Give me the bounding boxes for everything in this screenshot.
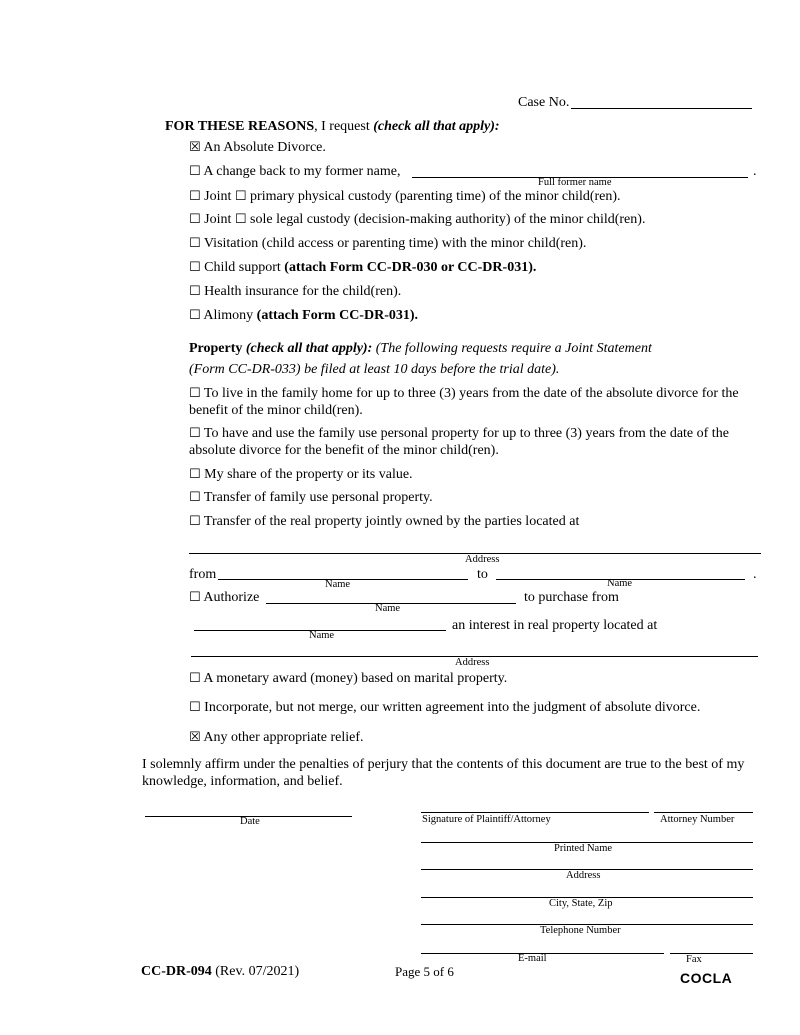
fax-caption: Fax — [686, 954, 702, 965]
to-label: to — [477, 567, 488, 582]
property-personal-property: ☐ To have and use the family use personal property for up to three (3) years from the date of the absolute divorce for the benefit of the minor child(ren). — [189, 426, 729, 458]
checkbox-icon[interactable]: ☐ — [189, 490, 201, 505]
address-caption: Address — [465, 554, 500, 565]
request-other-relief: ☒ Any other appropriate relief. — [189, 730, 364, 745]
printed-name-caption: Printed Name — [554, 843, 613, 854]
request-legal-custody: ☐ Joint ☐ sole legal custody (decision-making authority) of the minor child(ren). — [189, 212, 646, 227]
property-monetary-award: ☐ A monetary award (money) based on marital property. — [189, 671, 508, 686]
to-name-caption: Name — [607, 578, 633, 589]
request-physical-custody: ☐ Joint ☐ primary physical custody (parenting time) of the minor child(ren). — [189, 189, 621, 204]
property-heading-line2: (Form CC-DR-033) be filed at least 10 days before the trial date). — [189, 362, 560, 377]
checkbox-icon[interactable]: ☐ — [189, 189, 201, 204]
property-transfer-personal: ☐ Transfer of family use personal property. — [189, 490, 433, 505]
email-caption: E-mail — [518, 953, 547, 964]
purchase-from-label: to purchase from — [524, 590, 619, 605]
request-child-support: ☐ Child support (attach Form CC-DR-030 or CC-DR-031). — [189, 260, 537, 275]
attorney-number-field[interactable] — [654, 812, 753, 813]
checkbox-icon[interactable]: ☐ — [189, 700, 201, 715]
from-to-period: . — [753, 567, 757, 582]
checkbox-icon[interactable]: ☐ — [189, 308, 201, 323]
checkbox-icon[interactable]: ☐ — [189, 426, 201, 441]
signature-address-caption: Address — [566, 870, 601, 881]
former-name-period: . — [753, 164, 757, 179]
from-name-caption: Name — [325, 579, 351, 590]
request-former-name: ☐ A change back to my former name, — [189, 164, 401, 179]
city-state-zip-caption: City, State, Zip — [549, 898, 613, 909]
affirmation-text: I solemnly affirm under the penalties of perjury that the contents of this document are true to the best of my knowledge, information, and belief. — [142, 757, 745, 789]
checkbox-icon[interactable]: ☐ — [189, 467, 201, 482]
former-name-caption: Full former name — [538, 177, 612, 188]
checkbox-icon[interactable]: ☐ — [234, 189, 247, 204]
form-identifier: CC-DR-094 (Rev. 07/2021) — [141, 964, 300, 979]
checkbox-icon[interactable]: ☐ — [189, 386, 201, 401]
property-my-share: ☐ My share of the property or its value. — [189, 467, 413, 482]
purchase-from-name-caption: Name — [309, 630, 335, 641]
address-caption-2: Address — [455, 657, 490, 668]
checkbox-checked-icon[interactable]: ☒ — [189, 730, 201, 745]
attorney-number-caption: Attorney Number — [660, 814, 735, 825]
checkbox-icon[interactable]: ☐ — [189, 671, 201, 686]
authorize-row: ☐ Authorize — [189, 590, 260, 605]
request-health-insurance: ☐ Health insurance for the child(ren). — [189, 284, 402, 299]
request-absolute-divorce: ☒ An Absolute Divorce. — [189, 140, 326, 155]
property-incorporate: ☐ Incorporate, but not merge, our written agreement into the judgment of absolute divorce. — [189, 700, 701, 715]
from-label: from — [189, 567, 217, 582]
checkbox-icon[interactable]: ☐ — [189, 284, 201, 299]
checkbox-icon[interactable]: ☐ — [189, 590, 201, 605]
authorize-name-caption: Name — [375, 603, 401, 614]
property-family-home: ☐ To live in the family home for up to three (3) years from the date of the absolute divorce for the benefit of the minor child(ren). — [189, 386, 739, 418]
telephone-caption: Telephone Number — [540, 925, 621, 936]
checkbox-checked-icon[interactable]: ☒ — [189, 140, 201, 155]
checkbox-icon[interactable]: ☐ — [234, 212, 247, 227]
page-number: Page 5 of 6 — [395, 964, 454, 979]
property-heading: Property (check all that apply): (The following requests require a Joint Statement — [189, 341, 652, 356]
checkbox-icon[interactable]: ☐ — [189, 212, 201, 227]
signature-field[interactable] — [421, 812, 649, 813]
checkbox-icon[interactable]: ☐ — [189, 260, 201, 275]
request-alimony: ☐ Alimony (attach Form CC-DR-031). — [189, 308, 419, 323]
fax-field[interactable] — [670, 953, 753, 954]
checkbox-icon[interactable]: ☐ — [189, 236, 201, 251]
checkbox-icon[interactable]: ☐ — [189, 164, 201, 179]
case-number-label: Case No. — [518, 95, 570, 110]
checkbox-icon[interactable]: ☐ — [189, 514, 201, 529]
date-caption: Date — [240, 816, 260, 827]
interest-label: an interest in real property located at — [452, 618, 658, 633]
property-transfer-real: ☐ Transfer of the real property jointly owned by the parties located at — [189, 514, 580, 529]
signature-caption: Signature of Plaintiff/Attorney — [422, 814, 551, 825]
case-number-field[interactable] — [571, 108, 752, 109]
request-visitation: ☐ Visitation (child access or parenting time) with the minor child(ren). — [189, 236, 587, 251]
reasons-intro: FOR THESE REASONS, I request (check all that apply): — [165, 119, 500, 134]
cocla-logo: COCLA — [680, 970, 733, 986]
